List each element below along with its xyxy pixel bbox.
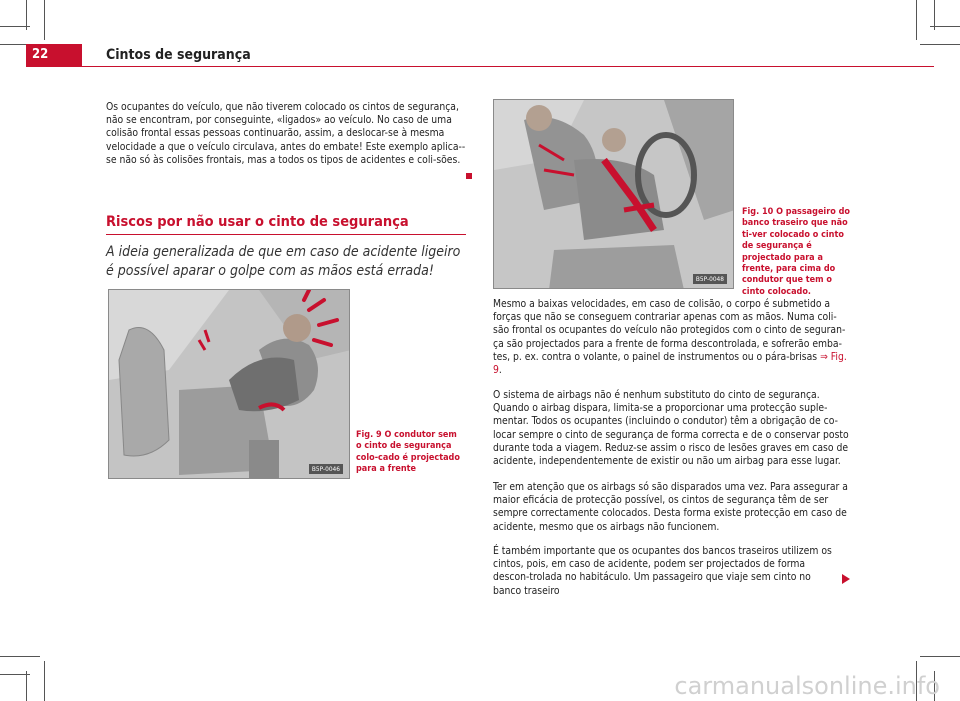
crop-mark (920, 44, 960, 45)
page-number: 22 (26, 44, 82, 66)
figure-9-link[interactable]: ⇒ Fig. 9 (493, 350, 847, 377)
section-rule (106, 234, 466, 235)
figure-9-image (108, 289, 350, 479)
crop-mark (0, 674, 30, 675)
driver-illustration (109, 290, 350, 479)
figure-code: B5P-0048 (693, 274, 727, 284)
crop-mark (44, 0, 45, 40)
body-paragraph-1-text: Mesmo a baixas velocidades, em caso de colisão, o corpo é submetido a forças que não se conseguem contrariar apenas com as mãos. Numa coli-são frontal os ocupantes do veículo não protegidos com o cinto de seguran-ça são projectados para a frente de forma descontrolada, e sofrerão emba-tes, p. ex. contra o volante, o painel de instrumentos ou o pára-brisas (493, 298, 846, 363)
lead-text: A ideia generalizada de que em caso de acidente ligeiro é possível aparar o golpe com as mãos está errada! (106, 244, 461, 279)
figure-10-caption: Fig. 10 O passageiro do banco traseiro que não ti-ver colocado o cinto de segurança é projectado para a frente, para cima do condutor que tem o cinto colocado. (742, 207, 850, 297)
figure-10-image (493, 99, 734, 289)
crop-mark (44, 661, 45, 701)
watermark: carmanualsonline.info (674, 672, 940, 700)
figure-code: B5P-0046 (309, 464, 343, 474)
crop-mark (0, 656, 40, 657)
body-paragraph-4: É também importante que os ocupantes dos bancos traseiros utilizem os cintos, pois, em caso de acidente, podem ser projectados de forma descon-trolada no habitáculo. Um passageiro que viaje sem cinto no banco traseiro (493, 545, 832, 597)
rear-passenger-illustration (494, 100, 734, 289)
header-rule (26, 66, 934, 67)
body-paragraph-3: Ter em atenção que os airbags só são disparados uma vez. Para assegurar a maior eficácia de protecção possível, os cintos de segurança têm de ser sempre correctamente colocados. Desta forma existe protecção em caso de acidente, mesmo que os airbags não funcionem. (493, 481, 848, 533)
crop-mark (916, 0, 917, 40)
body-paragraph-1 (493, 298, 849, 377)
chapter-title: Cintos de segurança (106, 47, 251, 63)
intro-paragraph: Os ocupantes do veículo, que não tiverem colocado os cintos de segurança, não se encontram, por conseguinte, «ligados» ao veículo. No caso de uma colisão frontal essas pessoas continuarão, assim, a deslocar-se à mesma velocidade a que o veículo circulava, antes do embate! Este exemplo aplica--se não só às colisões frontais, mas a todos os tipos de acidentes e coli-sões. (106, 101, 466, 166)
crop-mark (930, 26, 960, 27)
figure-9-caption: Fig. 9 O condutor sem o cinto de segurança colo-cado é projectado para a frente (356, 430, 460, 475)
crop-mark (26, 671, 27, 701)
continue-arrow-icon (842, 574, 850, 584)
crop-mark (920, 656, 960, 657)
body-paragraph-2: O sistema de airbags não é nenhum substituto do cinto de segurança. Quando o airbag dispara, limita-se a proporcionar uma protecção suple-mentar. Todos os ocupantes (incluindo o condutor) têm a obrigação de co-locar sempre o cinto de segurança de forma correcta e de o conservar posto durante toda a viagem. Reduz-se assim o risco de lesões graves em caso de acidente, independentemente de existir ou não um airbag para esse lugar. (493, 389, 849, 468)
body-paragraph-1-end: . (498, 364, 502, 377)
section-end-marker (466, 173, 472, 179)
crop-mark (0, 26, 30, 27)
section-heading: Riscos por não usar o cinto de segurança (106, 214, 409, 230)
